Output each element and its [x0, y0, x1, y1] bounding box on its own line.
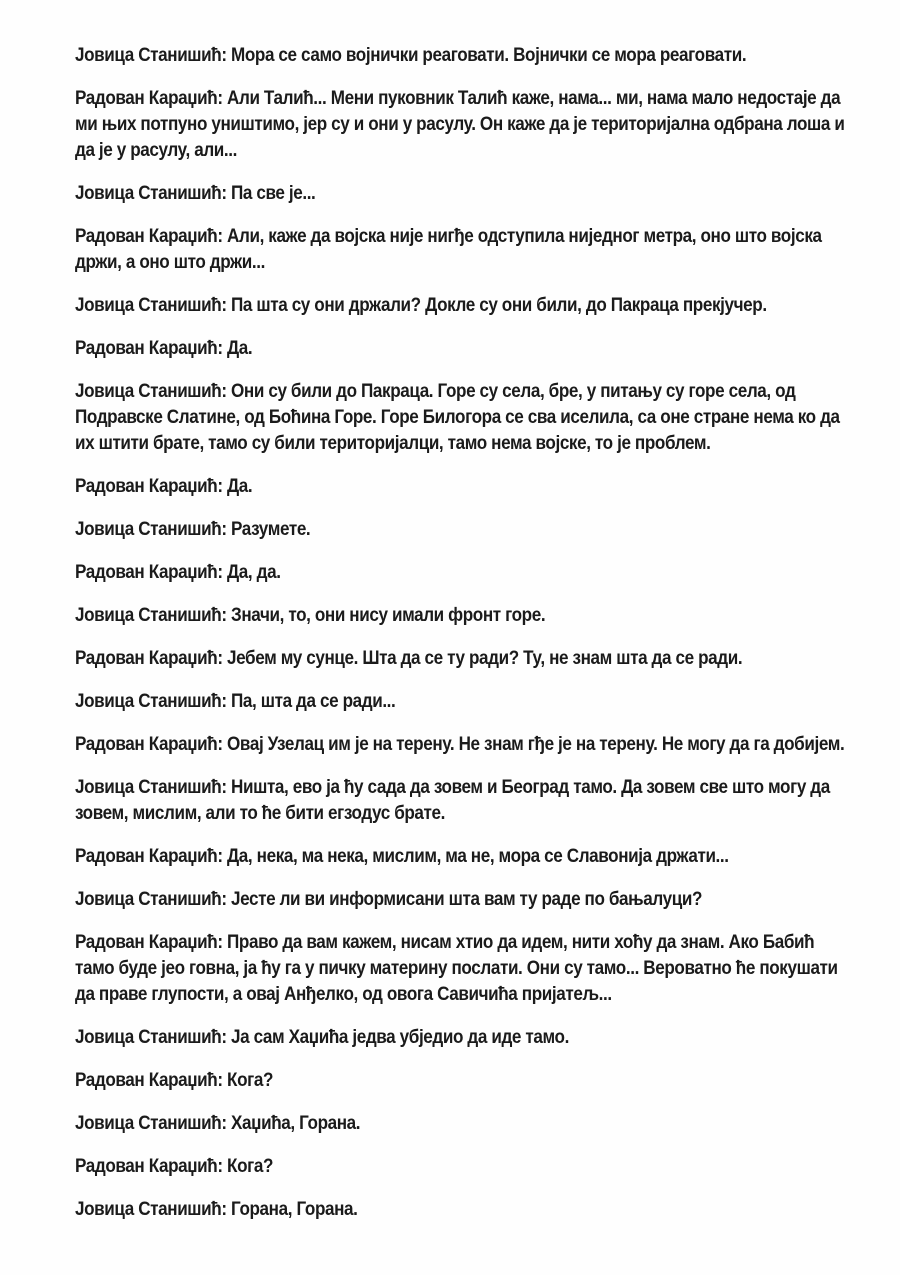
- speaker-name: Јовица Станишић: [75, 182, 222, 204]
- dialogue-text: Да.: [227, 475, 253, 497]
- speaker-name: Јовица Станишић: [75, 380, 222, 402]
- dialogue-text: Па све је...: [231, 182, 316, 204]
- dialogue-text: Јебем му сунце. Шта да се ту ради? Ту, не знам шта да се ради.: [227, 647, 743, 669]
- dialogue-text: Да, нека, ма нека, мислим, ма не, мора се Славонија држати...: [227, 845, 729, 867]
- dialogue-text: Кога?: [227, 1069, 274, 1091]
- speaker-separator: :: [221, 1198, 232, 1220]
- dialogue-paragraph: [75, 1196, 847, 1222]
- dialogue-paragraph: [75, 645, 847, 671]
- speaker-name: Радован Караџић: [75, 1069, 218, 1091]
- speaker-separator: :: [221, 44, 232, 66]
- dialogue-paragraph: [75, 180, 847, 206]
- speaker-name: Јовица Станишић: [75, 1026, 222, 1048]
- dialogue-text: Значи, то, они нису имали фронт горе.: [231, 604, 546, 626]
- speaker-separator: :: [217, 845, 228, 867]
- dialogue-paragraph: [75, 602, 847, 628]
- speaker-name: Радован Караџић: [75, 225, 218, 247]
- dialogue-paragraph: [75, 85, 847, 163]
- dialogue-text: Мора се само војнички реаговати. Војнички се мора реаговати.: [231, 44, 747, 66]
- speaker-name: Јовица Станишић: [75, 604, 222, 626]
- speaker-separator: :: [221, 604, 232, 626]
- dialogue-text: Али, каже да војска није нигђе одступила ниједног метра, оно што војска држи, а оно што држи...: [75, 225, 822, 273]
- speaker-name: Радован Караџић: [75, 475, 218, 497]
- dialogue-paragraph: [75, 335, 847, 361]
- speaker-name: Радован Караџић: [75, 647, 218, 669]
- dialogue-text: Па шта су они држали? Докле су они били, до Пакраца прекјучер.: [231, 294, 767, 316]
- speaker-separator: :: [217, 647, 228, 669]
- dialogue-paragraph: [75, 1067, 847, 1093]
- speaker-separator: :: [217, 475, 228, 497]
- speaker-name: Радован Караџић: [75, 1155, 218, 1177]
- speaker-separator: :: [221, 518, 232, 540]
- speaker-separator: :: [221, 182, 232, 204]
- speaker-separator: :: [217, 225, 228, 247]
- speaker-name: Јовица Станишић: [75, 690, 222, 712]
- dialogue-paragraph: [75, 1153, 847, 1179]
- speaker-separator: :: [217, 931, 228, 953]
- dialogue-paragraph: [75, 731, 847, 757]
- speaker-name: Радован Караџић: [75, 733, 218, 755]
- dialogue-paragraph: [75, 42, 847, 68]
- speaker-separator: :: [221, 690, 232, 712]
- dialogue-paragraph: [75, 843, 847, 869]
- speaker-separator: :: [217, 733, 228, 755]
- dialogue-paragraph: [75, 886, 847, 912]
- dialogue-paragraph: [75, 378, 847, 456]
- dialogue-text: Право да вам кажем, нисам хтио да идем, нити хоћу да знам. Ако Бабић тамо буде јео говна, ја ћу га у пичку материну послати. Они су тамо... Вероватно ће покушати да праве глупости, а овај Анђелко, од овога Савичића пријатељ...: [75, 931, 838, 1005]
- dialogue-text: Да.: [227, 337, 253, 359]
- dialogue-paragraph: [75, 516, 847, 542]
- speaker-separator: :: [221, 1026, 232, 1048]
- transcript-content: [75, 42, 847, 1239]
- speaker-name: Радован Караџић: [75, 561, 218, 583]
- dialogue-paragraph: [75, 473, 847, 499]
- dialogue-paragraph: [75, 1024, 847, 1050]
- speaker-separator: :: [221, 776, 232, 798]
- dialogue-text: Ја сам Хаџића једва убједио да иде тамо.: [231, 1026, 569, 1048]
- dialogue-paragraph: [75, 774, 847, 826]
- dialogue-paragraph: [75, 929, 847, 1007]
- speaker-name: Радован Караџић: [75, 845, 218, 867]
- speaker-separator: :: [217, 1069, 228, 1091]
- speaker-name: Јовица Станишић: [75, 776, 222, 798]
- speaker-separator: :: [217, 87, 228, 109]
- speaker-separator: :: [221, 1112, 232, 1134]
- speaker-separator: :: [221, 380, 232, 402]
- speaker-separator: :: [221, 294, 232, 316]
- dialogue-paragraph: [75, 223, 847, 275]
- dialogue-paragraph: [75, 292, 847, 318]
- speaker-separator: :: [221, 888, 232, 910]
- speaker-name: Јовица Станишић: [75, 518, 222, 540]
- dialogue-text: Али Талић... Мени пуковник Талић каже, нама... ми, нама мало недостаје да ми њих потпуно уништимо, јер су и они у расулу. Он каже да је територијална одбрана лоша и да је у расулу, али...: [75, 87, 845, 161]
- speaker-separator: :: [217, 337, 228, 359]
- dialogue-text: Они су били до Пакраца. Горе су села, бре, у питању су горе села, од Подравске Слатине, од Боћина Горе. Горе Билогора се сва иселила, са оне стране нема ко да их штити брате, тамо су били територијалци, тамо нема војске, то је проблем.: [75, 380, 840, 454]
- dialogue-paragraph: [75, 688, 847, 714]
- dialogue-text: Да, да.: [227, 561, 281, 583]
- dialogue-text: Ништа, ево ја ћу сада да зовем и Београд тамо. Да зовем све што могу да зовем, мислим, али то ће бити егзодус брате.: [75, 776, 830, 824]
- dialogue-text: Кога?: [227, 1155, 274, 1177]
- dialogue-paragraph: [75, 559, 847, 585]
- speaker-name: Јовица Станишић: [75, 1112, 222, 1134]
- speaker-name: Јовица Станишић: [75, 44, 222, 66]
- dialogue-text: Разумете.: [231, 518, 311, 540]
- speaker-name: Радован Караџић: [75, 931, 218, 953]
- speaker-separator: :: [217, 1155, 228, 1177]
- speaker-name: Радован Караџић: [75, 337, 218, 359]
- speaker-name: Јовица Станишић: [75, 294, 222, 316]
- dialogue-text: Хаџића, Горана.: [231, 1112, 361, 1134]
- speaker-name: Радован Караџић: [75, 87, 218, 109]
- speaker-name: Јовица Станишић: [75, 1198, 222, 1220]
- dialogue-text: Јесте ли ви информисани шта вам ту раде по бањалуци?: [231, 888, 703, 910]
- dialogue-paragraph: [75, 1110, 847, 1136]
- speaker-separator: :: [217, 561, 228, 583]
- dialogue-text: Горана, Горана.: [231, 1198, 358, 1220]
- dialogue-text: Па, шта да се ради...: [231, 690, 396, 712]
- speaker-name: Јовица Станишић: [75, 888, 222, 910]
- dialogue-text: Овај Узелац им је на терену. Не знам гђе је на терену. Не могу да га добијем.: [227, 733, 845, 755]
